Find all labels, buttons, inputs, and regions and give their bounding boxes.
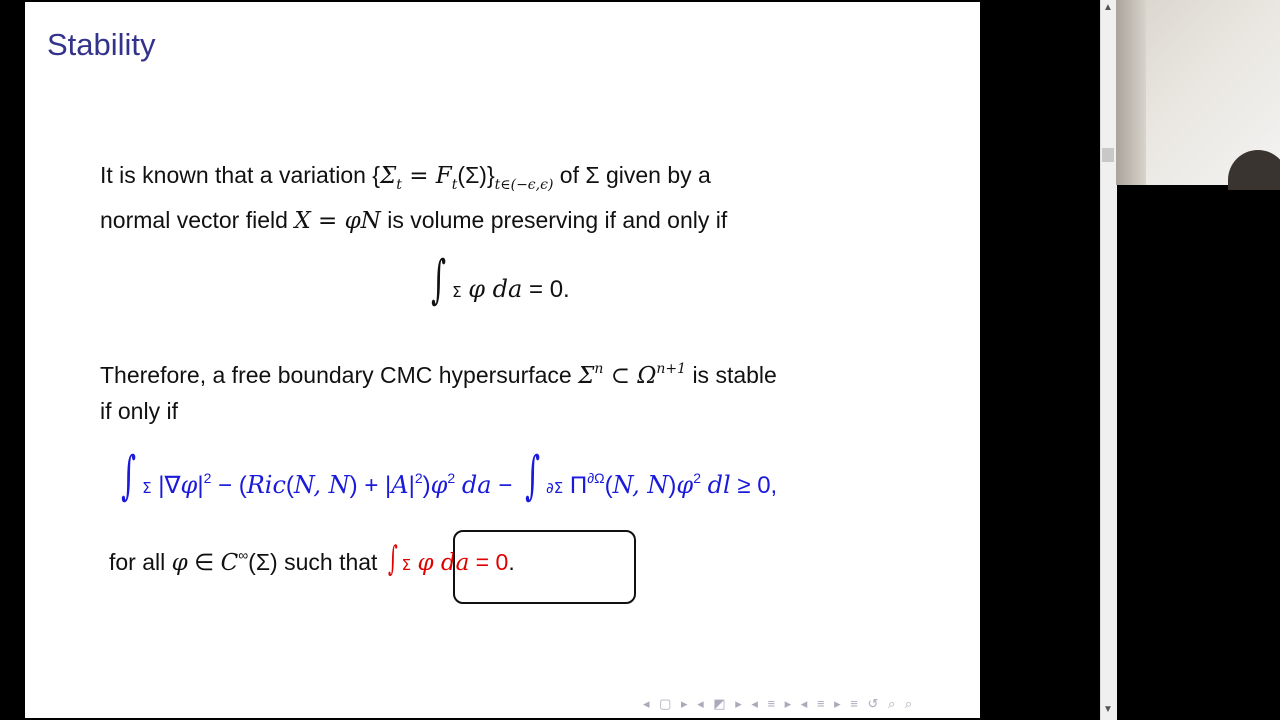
scrollbar[interactable] [1100, 0, 1117, 720]
scrollbar-thumb[interactable] [1102, 148, 1114, 162]
webcam-shadow [1116, 0, 1146, 185]
stability-inequality: ∫ Σ $|\nabla\varphi|^2 - (Ric(N$, $N) + |A|^2)\varphi^2$ da − ∫ ∂Σ $\Pi^{\partial\Omega}(N$, $N)\varphi^2$ dl ≥ 0, [121, 446, 778, 506]
test-function-condition: for all φ ∈ C∞(Σ) such that ∫ Σ φ da = 0. [109, 539, 515, 579]
slide-title: Stability [47, 27, 156, 62]
scroll-up-arrow-icon[interactable]: ▲ [1103, 2, 1113, 13]
boxed-condition: ∫ Σ φ da = 0 [387, 539, 509, 579]
scroll-down-arrow-icon[interactable]: ▼ [1103, 704, 1113, 715]
volume-constraint-equation: ∫ Σ φ da = 0. [431, 250, 570, 310]
slide [25, 2, 980, 718]
paragraph-stability: Therefore, a free boundary CMC hypersurface $\Sigma^n$ ⊂ $\Omega^{n+1}$ is stable if only if [100, 361, 777, 424]
paragraph-variation: It is known that a variation $\{\Sigma_t = F_t(\Sigma)\}_{t\in(-\epsilon,\epsilon)}$ of Σ given by a normal vector field X = φN is volume preserving if and only if [100, 162, 728, 234]
handwritten-box [453, 530, 636, 604]
beamer-navigation-bar[interactable]: ◂ ▢ ▸ ◂ ◩ ▸ ◂ ≡ ▸ ◂ ≡ ▸ ≡ ↺ ⌕ ⌕ [643, 696, 916, 711]
